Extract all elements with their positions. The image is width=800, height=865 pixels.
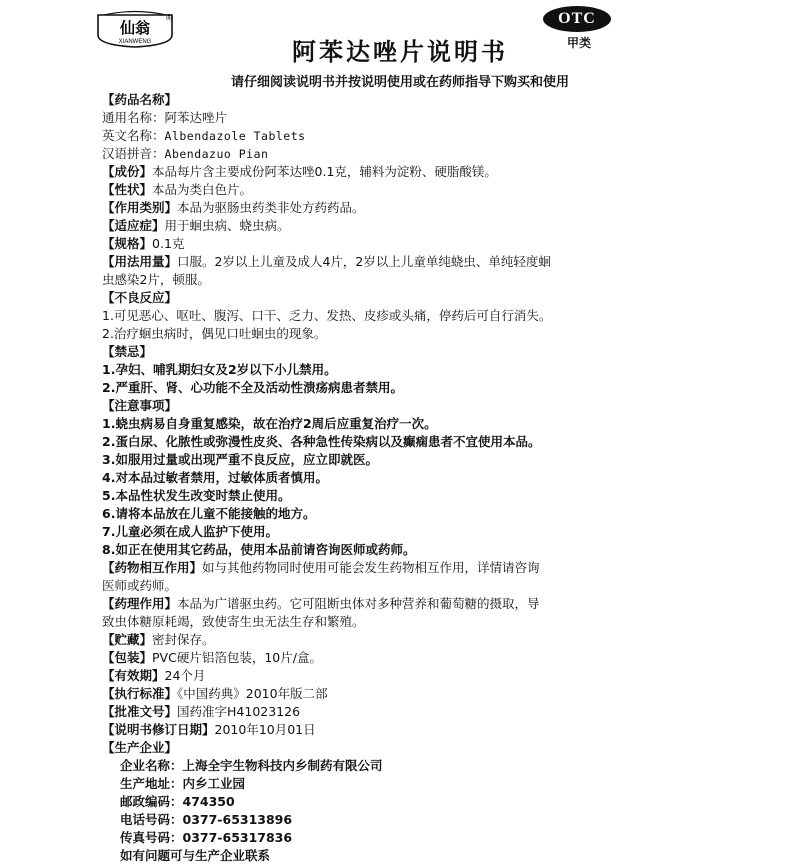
- generic-name-value: 阿苯达唑片: [164, 110, 228, 125]
- generic-name-label: 通用名称：: [102, 110, 165, 125]
- manufacturer-postcode-label: 邮政编码：: [120, 794, 183, 809]
- english-name-label: 英文名称：: [102, 128, 165, 143]
- precaution-item: 6.请将本品放在儿童不能接触的地方。: [102, 506, 316, 521]
- pharmacology-row: [102, 595, 540, 613]
- precaution-item: 2.蛋白尿、化脓性或弥漫性皮炎、各种急性传染病以及癫痫患者不宜使用本品。: [102, 434, 541, 449]
- indications-text: 用于蛔虫病、蛲虫病。: [164, 218, 290, 233]
- composition-heading: 【成份】: [102, 164, 153, 179]
- interactions-row: [102, 559, 540, 577]
- standard-row: [102, 685, 328, 703]
- manufacturer-phone-label: 电话号码：: [120, 812, 183, 827]
- manufacturer-address-label: 生产地址：: [120, 776, 183, 791]
- english-name-row: [102, 127, 306, 145]
- storage-row: [102, 631, 215, 649]
- adverse-item: 1.可见恶心、呕吐、腹泻、口干、乏力、发热、皮疹或头痛，停药后可自行消失。: [102, 308, 552, 323]
- specification-heading: 【规格】: [102, 236, 153, 251]
- manufacturer-heading: 【生产企业】: [102, 740, 178, 755]
- generic-name-row: [102, 109, 227, 127]
- packaging-row: [102, 649, 322, 667]
- manufacturer-address-value: 内乡工业园: [182, 776, 246, 791]
- manufacturer-name-value: 上海全宇生物科技内乡制药有限公司: [182, 758, 383, 773]
- category-heading: 【作用类别】: [102, 200, 178, 215]
- manufacturer-fax-label: 传真号码：: [120, 830, 183, 845]
- manufacturer-fax-value: 0377-65317836: [182, 830, 293, 845]
- approval-row: [102, 703, 300, 721]
- precaution-item: 7.儿童必须在成人监护下使用。: [102, 524, 278, 539]
- precaution-item: 4.对本品过敏者禁用，过敏体质者慎用。: [102, 470, 328, 485]
- manufacturer-phone-value: 0377-65313896: [182, 812, 293, 827]
- manufacturer-postcode-row: [102, 793, 235, 811]
- specification-text: 0.1克: [152, 236, 185, 251]
- interactions-text-line2: 医师或药师。: [102, 578, 178, 593]
- storage-heading: 【贮藏】: [102, 632, 153, 647]
- manufacturer-fax-row: [102, 829, 292, 847]
- manufacturer-name-label: 企业名称：: [120, 758, 183, 773]
- pharmacology-heading: 【药理作用】: [102, 596, 178, 611]
- pharmacology-text-line1: 本品为广谱驱虫药。它可阻断虫体对多种营养和葡萄糖的摄取，导: [177, 596, 540, 611]
- brand-name: 仙翁: [119, 21, 151, 37]
- dosage-heading: 【用法用量】: [102, 254, 178, 269]
- indications-row: [102, 217, 290, 235]
- interactions-heading: 【药物相互作用】: [102, 560, 203, 575]
- properties-text: 本品为类白色片。: [152, 182, 253, 197]
- revision-text: 2010年10月01日: [214, 722, 316, 737]
- dosage-row: [102, 253, 551, 271]
- contraindication-item: 1.孕妇、哺乳期妇女及2岁以下小儿禁用。: [102, 362, 337, 377]
- validity-heading: 【有效期】: [102, 668, 165, 683]
- packaging-heading: 【包装】: [102, 650, 153, 665]
- drug-name-heading: 【药品名称】: [102, 92, 178, 107]
- contraindications-heading: 【禁忌】: [102, 344, 153, 359]
- specification-row: [102, 235, 184, 253]
- page-title: 阿苯达唑片说明书: [292, 38, 508, 66]
- pinyin-name-value: Abendazuo Pian: [164, 147, 269, 161]
- precaution-item: 3.如服用过量或出现严重不良反应，应立即就医。: [102, 452, 378, 467]
- validity-row: [102, 667, 205, 685]
- otc-label: OTC: [543, 6, 611, 32]
- brand-pinyin: XIANWENG: [118, 39, 152, 45]
- revision-heading: 【说明书修订日期】: [102, 722, 215, 737]
- page-subtitle: 请仔细阅读说明书并按说明使用或在药师指导下购买和使用: [230, 75, 569, 90]
- contraindication-item: 2.严重肝、肾、心功能不全及活动性溃疡病患者禁用。: [102, 380, 403, 395]
- manufacturer-contact-note: 如有问题可与生产企业联系: [120, 848, 271, 863]
- composition-row: [102, 163, 497, 181]
- manufacturer-phone-row: [102, 811, 292, 829]
- adverse-item: 2.治疗蛔虫病时，偶见口吐蛔虫的现象。: [102, 326, 327, 341]
- manufacturer-address-row: [102, 775, 245, 793]
- registered-mark-icon: ®: [166, 13, 172, 22]
- packaging-text: PVC硬片铝箔包装，10片/盒。: [152, 650, 322, 665]
- category-row: [102, 199, 365, 217]
- standard-heading: 【执行标准】: [102, 686, 178, 701]
- precaution-item: 5.本品性状发生改变时禁止使用。: [102, 488, 291, 503]
- english-name-value: Albendazole Tablets: [164, 129, 306, 143]
- revision-row: [102, 721, 316, 739]
- category-text: 本品为驱肠虫药类非处方药药品。: [177, 200, 365, 215]
- manufacturer-postcode-value: 474350: [182, 794, 235, 809]
- manufacturer-name-row: [102, 757, 383, 775]
- pinyin-name-row: [102, 145, 268, 163]
- dosage-text-line2: 虫感染2片，顿服。: [102, 272, 210, 287]
- dosage-text-line1: 口服。2岁以上儿童及成人4片，2岁以上儿童单纯蛲虫、单纯轻度蛔: [177, 254, 551, 269]
- validity-text: 24个月: [164, 668, 206, 683]
- precaution-item: 8.如正在使用其它药品，使用本品前请咨询医师或药师。: [102, 542, 416, 557]
- otc-category: 甲类: [566, 36, 591, 50]
- interactions-text-line1: 如与其他药物同时使用可能会发生药物相互作用，详情请咨询: [202, 560, 540, 575]
- adverse-heading: 【不良反应】: [102, 290, 178, 305]
- precaution-item: 1.蛲虫病易自身重复感染，故在治疗2周后应重复治疗一次。: [102, 416, 437, 431]
- properties-heading: 【性状】: [102, 182, 153, 197]
- pinyin-name-label: 汉语拼音：: [102, 146, 165, 161]
- storage-text: 密封保存。: [152, 632, 215, 647]
- pharmacology-text-line2: 致虫体糖原耗竭，致使寄生虫无法生存和繁殖。: [102, 614, 365, 629]
- approval-heading: 【批准文号】: [102, 704, 178, 719]
- composition-text: 本品每片含主要成份阿苯达唑0.1克，辅料为淀粉、硬脂酸镁。: [152, 164, 497, 179]
- properties-row: [102, 181, 252, 199]
- standard-text: 《中国药典》2010年版二部: [177, 686, 328, 701]
- indications-heading: 【适应症】: [102, 218, 165, 233]
- approval-text: 国药准字H41023126: [177, 704, 301, 719]
- precautions-heading: 【注意事项】: [102, 398, 178, 413]
